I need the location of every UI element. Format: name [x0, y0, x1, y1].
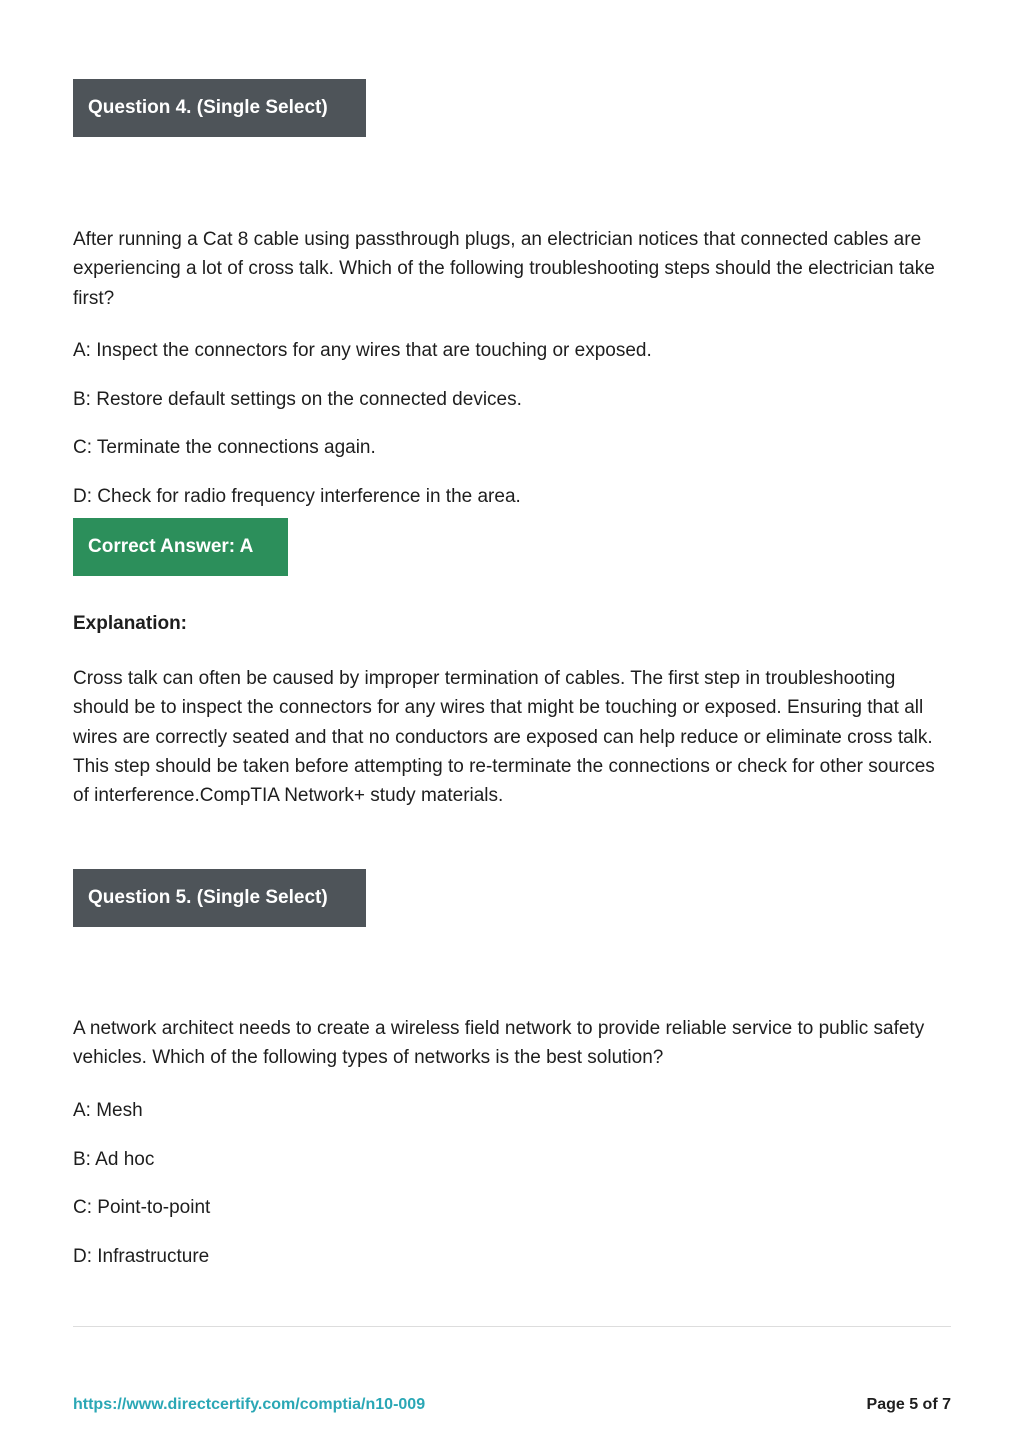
question-5-option-c: C: Point-to-point [73, 1197, 211, 1218]
explanation-heading: Explanation: [73, 613, 188, 634]
page-number: Page 5 of 7 [866, 1396, 951, 1413]
question-5-header: Question 5. (Single Select) [73, 869, 366, 927]
question-4-text: After running a Cat 8 cable using passthrough plugs, an electrician notices that connected cables are experiencing a lot of cross talk. Which of the following troubleshooting steps should the electrician take first? [73, 229, 935, 309]
correct-answer-badge: Correct Answer: A [73, 518, 288, 576]
footer-link[interactable]: https://www.directcertify.com/comptia/n10-009 [73, 1396, 426, 1413]
explanation-text: Cross talk can often be caused by improper termination of cables. The first step in troubleshooting should be to inspect the connectors for any wires that might be touching or exposed. Ensuring that all wires are correctly seated and that no conductors are exposed can help reduce or eliminate cross talk. This step should be taken before attempting to re-terminate the connections or check for other sources of interference.CompTIA Network+ study materials. [73, 668, 935, 807]
question-5-option-d: D: Infrastructure [73, 1246, 210, 1267]
question-4-header: Question 4. (Single Select) [73, 79, 366, 137]
question-5-option-a: A: Mesh [73, 1100, 143, 1121]
question-4-option-a: A: Inspect the connectors for any wires that are touching or exposed. [73, 340, 652, 361]
question-5-text: A network architect needs to create a wireless field network to provide reliable service to public safety vehicles. Which of the following types of networks is the best solution? [73, 1018, 925, 1069]
question-5-option-b: B: Ad hoc [73, 1149, 155, 1170]
question-4-option-d: D: Check for radio frequency interference in the area. [73, 486, 521, 507]
question-4-option-b: B: Restore default settings on the connected devices. [73, 389, 522, 410]
question-4-option-c: C: Terminate the connections again. [73, 437, 376, 458]
footer-divider [73, 1326, 951, 1327]
